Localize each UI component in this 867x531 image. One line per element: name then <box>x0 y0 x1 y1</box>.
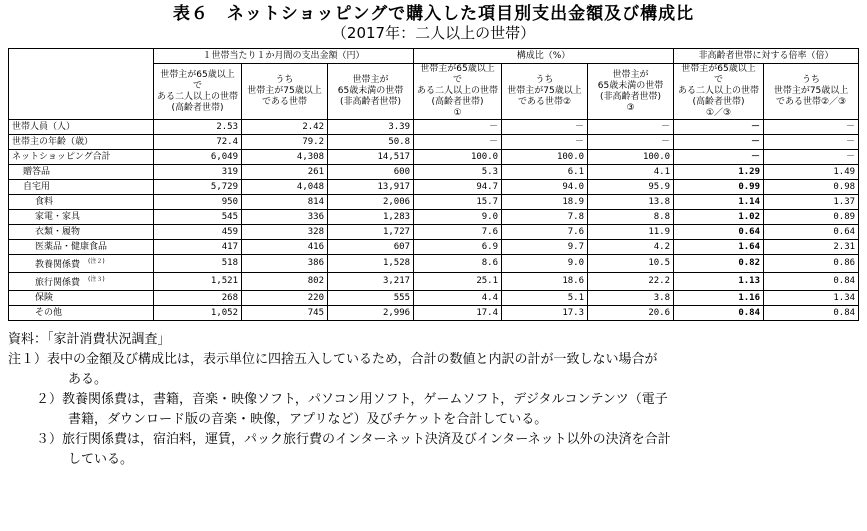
table-row <box>9 150 859 165</box>
row-label-text: 医薬品・健康食品 <box>35 241 108 252</box>
value-cell: 0.89 <box>764 210 859 225</box>
row-label-text: 自宅用 <box>23 181 51 192</box>
value-cell: 1.16 <box>674 291 764 306</box>
row-label-text: 食料 <box>35 196 54 207</box>
value-cell: 0.82 <box>674 255 764 273</box>
value-cell: 1,283 <box>328 210 414 225</box>
row-label-text: 旅行関係費 <box>35 278 81 288</box>
value-cell: － <box>764 150 859 165</box>
value-cell: － <box>674 135 764 150</box>
value-cell: 518 <box>154 255 242 273</box>
value-cell: 2.31 <box>764 240 859 255</box>
value-cell: 0.84 <box>674 306 764 321</box>
table-row <box>9 165 859 180</box>
value-cell: － <box>502 120 588 135</box>
value-cell: 9.0 <box>414 210 502 225</box>
row-label-text: 家電・家具 <box>35 211 81 222</box>
value-cell: 814 <box>242 195 328 210</box>
note-1: 注１）表中の金額及び構成比は，表示単位に四捨五入しているため，合計の数値と内訳の計が一致しない場合が <box>8 352 658 367</box>
value-cell: 1.49 <box>764 165 859 180</box>
value-cell: 0.84 <box>764 273 859 291</box>
note-2: ２）教養関係費は，書籍，音楽・映像ソフト，パソコン用ソフト，ゲームソフト，デジタルコンテンツ（電子 <box>36 392 668 407</box>
value-cell: 72.4 <box>154 135 242 150</box>
notes-section <box>8 330 867 470</box>
note-2-cont: 書籍，ダウンロード版の音楽・映像，アプリなど）及びチケットを合計している。 <box>68 412 548 427</box>
row-label <box>9 210 154 225</box>
value-cell: 1,052 <box>154 306 242 321</box>
value-cell: 100.0 <box>588 150 674 165</box>
value-cell: － <box>588 135 674 150</box>
table-subtitle: （2017年：二人以上の世帯） <box>331 24 536 42</box>
value-cell: 0.99 <box>674 180 764 195</box>
value-cell: 3.39 <box>328 120 414 135</box>
value-cell: 1,727 <box>328 225 414 240</box>
value-cell: 6.9 <box>414 240 502 255</box>
row-label <box>9 255 154 273</box>
value-cell: 100.0 <box>502 150 588 165</box>
value-cell: 0.86 <box>764 255 859 273</box>
value-cell: 17.4 <box>414 306 502 321</box>
note-reference: (注２) <box>88 258 105 265</box>
value-cell: － <box>764 135 859 150</box>
value-cell: 13.8 <box>588 195 674 210</box>
value-cell: 0.64 <box>764 225 859 240</box>
value-cell: 1,521 <box>154 273 242 291</box>
column-header: 世帯主が65歳以上で ある二人以上の世帯 (高齢者世帯) ① <box>414 64 502 120</box>
group-header-amount: １世帯当たり１か月間の支出金額（円） <box>154 49 414 64</box>
value-cell: 3,217 <box>328 273 414 291</box>
table-row <box>9 225 859 240</box>
value-cell: 319 <box>154 165 242 180</box>
note-3: ３）旅行関係費は，宿泊料，運賃，パック旅行費のインターネット決済及びインターネット以外の決済を合計 <box>36 432 671 447</box>
value-cell: 386 <box>242 255 328 273</box>
value-cell: 4.2 <box>588 240 674 255</box>
value-cell: 1.64 <box>674 240 764 255</box>
row-label-text: その他 <box>35 307 63 318</box>
row-label <box>9 165 154 180</box>
value-cell: 1.14 <box>674 195 764 210</box>
value-cell: 94.7 <box>414 180 502 195</box>
corner-cell <box>9 49 154 120</box>
table-row <box>9 120 859 135</box>
row-label <box>9 180 154 195</box>
value-cell: 79.2 <box>242 135 328 150</box>
value-cell: 600 <box>328 165 414 180</box>
value-cell: 7.6 <box>502 225 588 240</box>
note-reference: (注３) <box>88 276 105 283</box>
value-cell: 416 <box>242 240 328 255</box>
value-cell: － <box>502 135 588 150</box>
table-row <box>9 195 859 210</box>
value-cell: 13,917 <box>328 180 414 195</box>
table-row <box>9 306 859 321</box>
value-cell: 220 <box>242 291 328 306</box>
value-cell: 0.98 <box>764 180 859 195</box>
row-label <box>9 273 154 291</box>
row-label-text: ネットショッピング合計 <box>12 151 111 162</box>
value-cell: 18.6 <box>502 273 588 291</box>
value-cell: 607 <box>328 240 414 255</box>
value-cell: 745 <box>242 306 328 321</box>
value-cell: 336 <box>242 210 328 225</box>
value-cell: 25.1 <box>414 273 502 291</box>
value-cell: 11.9 <box>588 225 674 240</box>
column-header: 世帯主が 65歳未満の世帯 (非高齢者世帯) ③ <box>588 64 674 120</box>
value-cell: 50.8 <box>328 135 414 150</box>
row-label <box>9 291 154 306</box>
value-cell: 555 <box>328 291 414 306</box>
value-cell: － <box>588 120 674 135</box>
value-cell: 0.84 <box>764 306 859 321</box>
value-cell: 100.0 <box>414 150 502 165</box>
value-cell: 9.0 <box>502 255 588 273</box>
value-cell: 7.6 <box>414 225 502 240</box>
row-label <box>9 225 154 240</box>
value-cell: 1.37 <box>764 195 859 210</box>
expenditure-table <box>8 48 859 321</box>
value-cell: 1.02 <box>674 210 764 225</box>
value-cell: 95.9 <box>588 180 674 195</box>
value-cell: 0.64 <box>674 225 764 240</box>
table-row <box>9 240 859 255</box>
note-3-cont: している。 <box>68 452 134 467</box>
value-cell: 4,308 <box>242 150 328 165</box>
column-header: 世帯主が65歳以上で ある二人以上の世帯 (高齢者世帯) ①／③ <box>674 64 764 120</box>
table-row <box>9 273 859 291</box>
value-cell: 5,729 <box>154 180 242 195</box>
value-cell: 1.34 <box>764 291 859 306</box>
value-cell: 20.6 <box>588 306 674 321</box>
note-1-cont: ある。 <box>68 372 108 387</box>
value-cell: 261 <box>242 165 328 180</box>
value-cell: 545 <box>154 210 242 225</box>
row-label <box>9 195 154 210</box>
source-note: 資料：「家計消費状況調査」 <box>8 332 171 347</box>
value-cell: － <box>674 120 764 135</box>
table-row <box>9 255 859 273</box>
value-cell: 802 <box>242 273 328 291</box>
table-row <box>9 180 859 195</box>
row-label <box>9 150 154 165</box>
value-cell: 22.2 <box>588 273 674 291</box>
column-header: 世帯主が 65歳未満の世帯 (非高齢者世帯) <box>328 64 414 120</box>
value-cell: 459 <box>154 225 242 240</box>
value-cell: 18.9 <box>502 195 588 210</box>
value-cell: 1.13 <box>674 273 764 291</box>
value-cell: 8.8 <box>588 210 674 225</box>
value-cell: 10.5 <box>588 255 674 273</box>
row-label-text: 贈答品 <box>23 166 51 177</box>
row-label-text: 保険 <box>35 292 54 303</box>
value-cell: 6,049 <box>154 150 242 165</box>
value-cell: 15.7 <box>414 195 502 210</box>
value-cell: 94.0 <box>502 180 588 195</box>
value-cell: 1,528 <box>328 255 414 273</box>
value-cell: 2,996 <box>328 306 414 321</box>
value-cell: 2.42 <box>242 120 328 135</box>
table-row <box>9 135 859 150</box>
value-cell: － <box>764 120 859 135</box>
value-cell: 6.1 <box>502 165 588 180</box>
value-cell: 5.1 <box>502 291 588 306</box>
table-row <box>9 291 859 306</box>
value-cell: 328 <box>242 225 328 240</box>
value-cell: － <box>674 150 764 165</box>
group-header-ratio: 構成比（%） <box>414 49 674 64</box>
value-cell: 2,006 <box>328 195 414 210</box>
row-label-text: 世帯主の年齢（歳） <box>12 136 94 147</box>
value-cell: 5.3 <box>414 165 502 180</box>
value-cell: － <box>414 120 502 135</box>
row-label <box>9 135 154 150</box>
value-cell: 950 <box>154 195 242 210</box>
table-title: 表６ ネットショッピングで購入した項目別支出金額及び構成比 <box>172 4 695 24</box>
row-label-text: 衣類・履物 <box>35 226 81 237</box>
row-label-text: 教養関係費 <box>35 260 81 270</box>
value-cell: 7.8 <box>502 210 588 225</box>
value-cell: 2.53 <box>154 120 242 135</box>
value-cell: 4,048 <box>242 180 328 195</box>
value-cell: 1.29 <box>674 165 764 180</box>
value-cell: 268 <box>154 291 242 306</box>
row-label <box>9 240 154 255</box>
value-cell: 4.4 <box>414 291 502 306</box>
row-label <box>9 306 154 321</box>
column-header: うち 世帯主が75歳以上 である世帯②／③ <box>764 64 859 120</box>
table-row <box>9 210 859 225</box>
value-cell: 417 <box>154 240 242 255</box>
value-cell: 9.7 <box>502 240 588 255</box>
column-header: 世帯主が65歳以上で ある二人以上の世帯 (高齢者世帯) <box>154 64 242 120</box>
value-cell: 8.6 <box>414 255 502 273</box>
value-cell: 17.3 <box>502 306 588 321</box>
column-header: うち 世帯主が75歳以上 である世帯② <box>502 64 588 120</box>
group-header-multiple: 非高齢者世帯に対する倍率（倍） <box>674 49 859 64</box>
value-cell: － <box>414 135 502 150</box>
value-cell: 14,517 <box>328 150 414 165</box>
column-header: うち 世帯主が75歳以上 である世帯 <box>242 64 328 120</box>
row-label-text: 世帯人員（人） <box>12 121 76 132</box>
row-label <box>9 120 154 135</box>
value-cell: 4.1 <box>588 165 674 180</box>
value-cell: 3.8 <box>588 291 674 306</box>
